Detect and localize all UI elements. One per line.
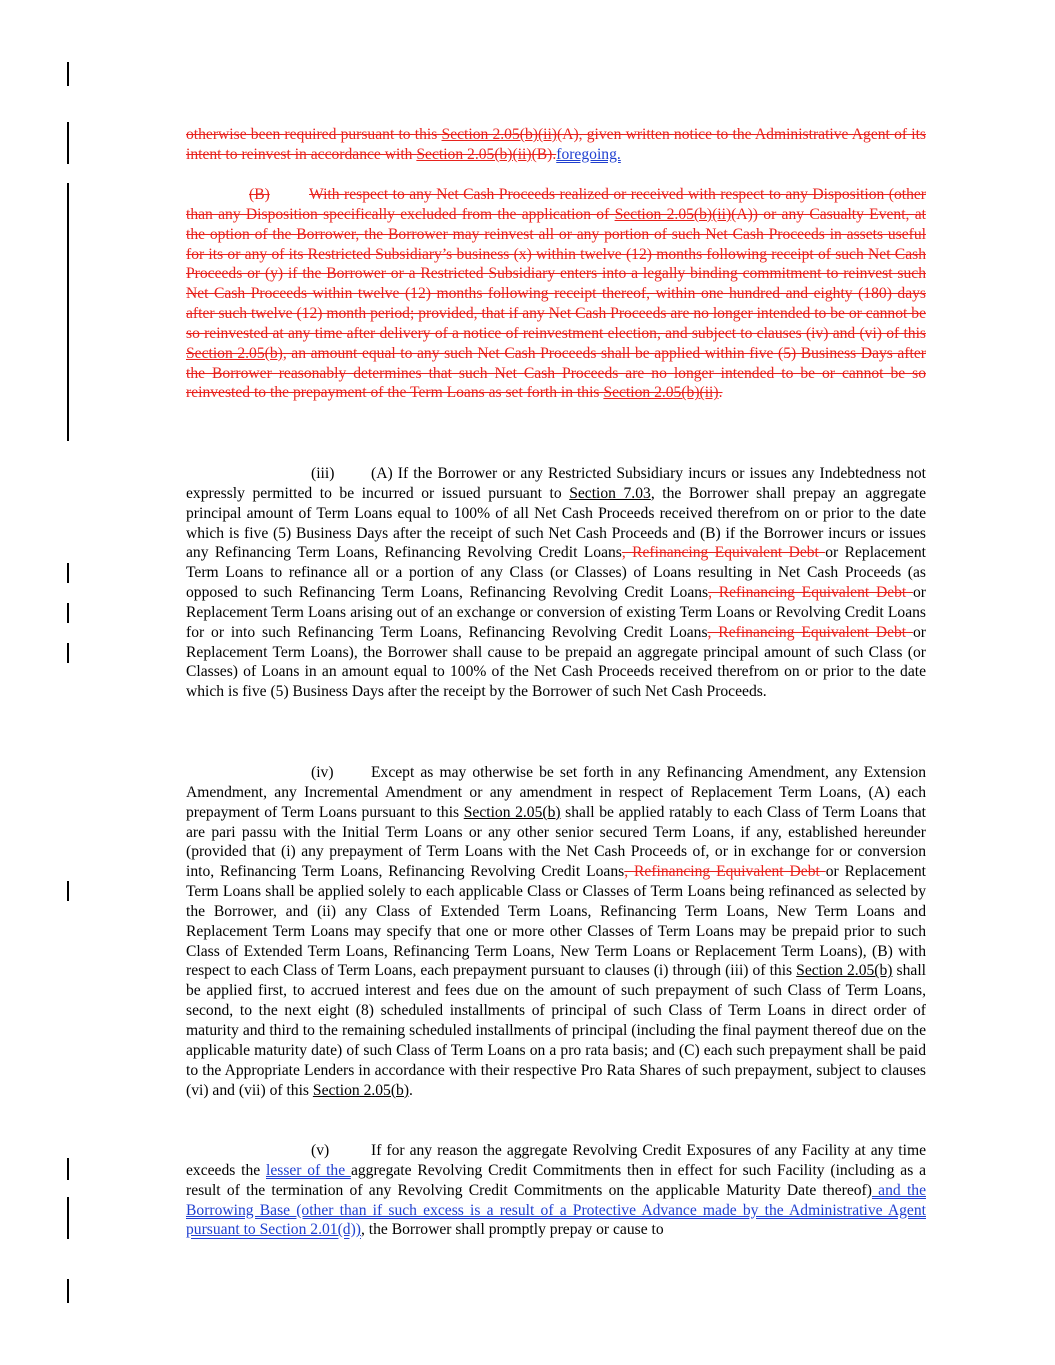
change-bar [67, 1279, 69, 1303]
section-reference: Section 2.05(b) [186, 344, 283, 362]
section-reference: Section 2.05(b)(ii) [603, 384, 719, 402]
change-bar [67, 563, 69, 583]
section-reference: Section 2.05(b) [796, 962, 893, 980]
deleted-text: otherwise been required pursuant to this [186, 126, 442, 143]
change-bar [67, 62, 69, 86]
change-bar [67, 1158, 69, 1180]
deleted-text: With respect to any Net Cash Proceeds realized or received with respect to any Disposition (other than any Disposition specifically excluded from the application of [186, 186, 926, 223]
deleted-text: , an amount equal to any such Net Cash Proceeds shall be applied within five (5) Business Days after the Borrower reasonably determines that such Net Cash Proceeds are no longer intended to be or cannot be so reinvested to the prepayment of the Term Loans as set forth in this [186, 344, 926, 402]
body-text: Except as may otherwise be set forth in any Refinancing Amendment, any Extension Amendment, any Incremental Amendment or any amendment in respect of Replacement Term Loans, (A) each prepayment of Term Loans pursuant to this [186, 764, 926, 821]
inserted-text: lesser of the [266, 1161, 351, 1179]
change-bar [67, 1197, 69, 1239]
deleted-text: , Refinancing Equivalent Debt [621, 544, 826, 562]
body-text: , the Borrower shall prepay an aggregate principal amount of Term Loans equal to 100% of all Net Cash Proceeds received therefrom on or prior to the date which is five (5) Business Days after the receipt of such Net Cash Proceeds and (B) if the Borrower incurs or issues any Refinancing Term Loans, Refinancing Revolving Credit Loans [186, 484, 927, 562]
paragraph-clause-iii [186, 464, 926, 702]
body-text: or Replacement Term Loans), the Borrower shall cause to be prepaid an aggregate principal amount of such Class (or Classes) of Loans in an amount equal to 100% of the Net Cash Proceeds received therefrom on or prior to the date which is five (5) Business Days after the receipt by the Borrower of such Net Cash Proceeds. [186, 623, 926, 701]
clause-number: (iii) [311, 465, 335, 482]
section-reference: Section 2.05(b) [463, 803, 561, 821]
paragraph-clause-b [186, 185, 926, 403]
body-text: or Replacement Term Loans to refinance all or a portion of any Class (or Classes) of Loans resulting in Net Cash Proceeds (as opposed to such Refinancing Term Loans, Refinancing Revolving Credit Loans [186, 544, 926, 602]
change-bar [67, 122, 69, 164]
body-text: If the Borrower or any Restricted Subsidiary incurs or issues any Indebtedness not expressly permitted to be incurred or issued pursuant to [186, 465, 926, 502]
deleted-text: (B). [531, 145, 557, 163]
change-bar [67, 603, 69, 623]
deleted-text: , Refinancing Equivalent Debt [624, 863, 826, 881]
body-text: aggregate Revolving Credit Commitments then in effect for such Facility (including as a result of the termination of any Revolving Credit Commitments on the applicable Maturity Date thereof) [186, 1161, 926, 1199]
clause-label: (B) [249, 186, 270, 203]
body-text: , the Borrower shall promptly prepay or cause to [360, 1221, 664, 1239]
deleted-text: , Refinancing Equivalent Debt [707, 623, 913, 641]
deleted-text: . [718, 384, 723, 402]
section-reference: Section 7.03 [569, 484, 651, 502]
body-text: shall be applied ratably to each Class of Term Loans that are pari passu with the Initial Term Loans or any other senior secured Term Loans, if any, established hereunder (provided that (i) any prepayment of Term Loans with the Net Cash Proceeds of, or in exchange for or conversion into, Refinancing Term Loans, Refinancing Revolving Credit Loans [186, 803, 926, 881]
paragraph-clause-iv [186, 763, 926, 1100]
inserted-text: foregoing. [556, 145, 621, 163]
section-reference: Section 2.05(b)(ii) [614, 205, 732, 223]
clause-number: (iv) [311, 764, 334, 781]
inserted-text: and the Borrowing Base (other than if such excess is a result of a Protective Advance made by the Administrative Agent pursuant to Section 2.01(d)) [186, 1181, 926, 1239]
deleted-text: (A)) or any Casualty Event, at the option of the Borrower, the Borrower may reinvest all or any portion of such Net Cash Proceeds in assets useful for its or any of its Restricted Subsidiary’s business (x) within twelve (12) months following receipt of such Net Cash Proceeds or (y) if the Borrower or a Restricted Subsidiary enters into a legally binding commitment to reinvest such Net Cash Proceeds within twelve (12) months following receipt thereof, within one hundred and eighty (180) days after such twelve (12) month period; provided, that if any Net Cash Proceeds are no longer intended to be or cannot be so reinvested at any time after delivery of a notice of reinvestment election, and subject to clauses (iv) and (vi) of this [186, 205, 926, 342]
deleted-text: , Refinancing Equivalent Debt [708, 584, 913, 602]
clause-label: (A) [371, 465, 393, 482]
section-reference: Section 2.05(b) [312, 1081, 410, 1099]
body-text: or Replacement Term Loans shall be applied solely to each applicable Class or Classes of Term Loans being refinanced as selected by the Borrower, and (ii) any Class of Extended Term Loans, Refinancing Term Loans, New Term Loans and Replacement Term Loans may specify that one or more other Classes of Term Loans may be prepaid prior to such Class of Extended Term Loans, Refinancing Term Loans, New Term Loans or Replacement Term Loans), (B) with respect to each Class of Term Loans, each prepayment pursuant to clauses (i) through (iii) of this [186, 863, 926, 980]
paragraph-clause-v [186, 1141, 926, 1240]
clause-number: (v) [311, 1142, 330, 1159]
paragraph-continuation [186, 125, 926, 165]
body-text: If for any reason the aggregate Revolving Credit Exposures of any Facility at any time exceeds the [186, 1142, 926, 1179]
body-text: or Replacement Term Loans arising out of an exchange or conversion of existing Term Loans or Revolving Credit Loans for or into such Refinancing Term Loans, Refinancing Revolving Credit Loans [186, 584, 926, 641]
change-bar [67, 183, 69, 441]
section-reference: Section 2.05(b)(ii) [441, 126, 557, 143]
body-text: . [409, 1081, 413, 1099]
deleted-text: (A), given written notice to the Administrative Agent of its intent to reinvest in accordance with [186, 126, 926, 163]
change-bar [67, 881, 69, 901]
section-reference: Section 2.05(b)(ii) [416, 145, 532, 163]
body-text: shall be applied first, to accrued interest and fees due on the amount of such prepayment of such Class of Term Loans, second, to the next eight (8) scheduled installments of principal of such Class of Term Loans in direct order of maturity and third to the remaining scheduled installments of principal (including the final payment thereof due on the applicable maturity date) of such Class of Term Loans on a pro rata basis; and (C) each such prepayment shall be paid to the Appropriate Lenders in accordance with their respective Pro Rata Shares of such prepayment, subject to clauses (vi) and (vii) of this [186, 962, 926, 1099]
change-bar [67, 643, 69, 663]
